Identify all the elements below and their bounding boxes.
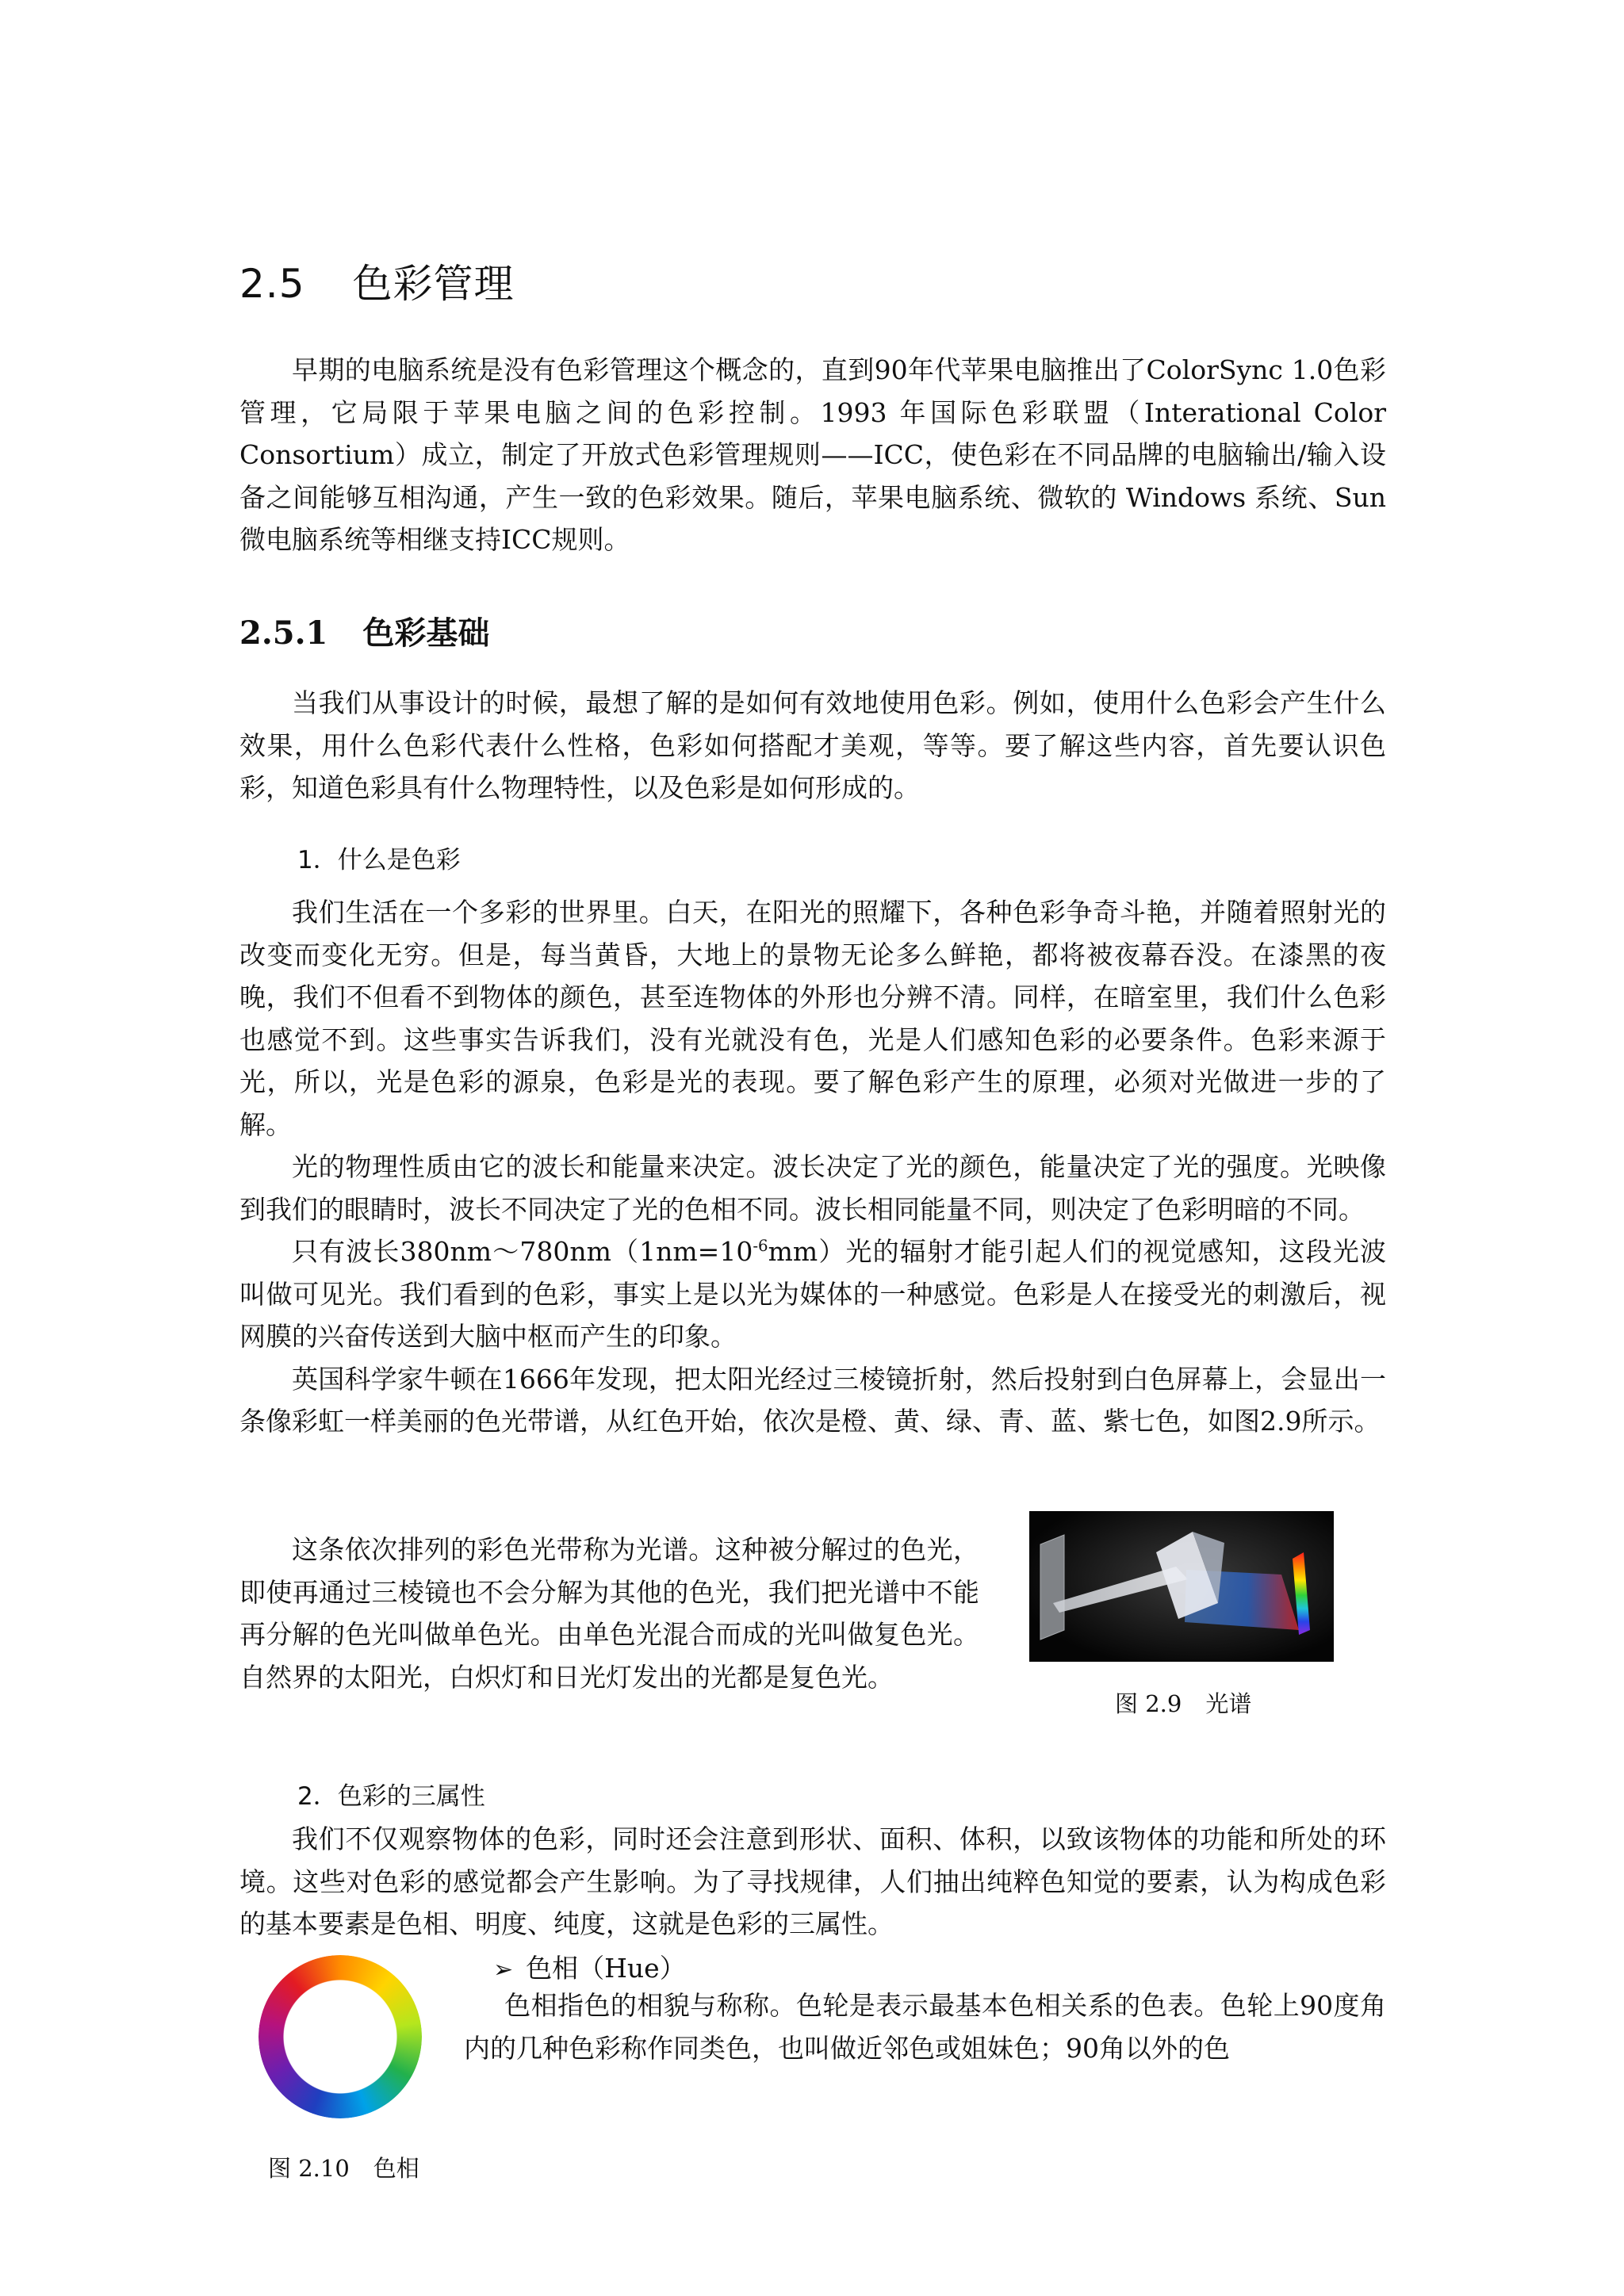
hue-bullet-label: 色相（Hue） [526, 1953, 686, 1984]
subsection-intro-paragraph: 当我们从事设计的时候，最想了解的是如何有效地使用色彩。例如，使用什么色彩会产生什么效果，用什么色彩代表什么性格，色彩如何搭配才美观，等等。要了解这些内容，首先要认识色彩，知道色彩具有什么物理特性，以及色彩是如何形成的。 [239, 687, 1386, 803]
figure-2-10-label: 图 2.10 [268, 2155, 350, 2182]
part1-paragraph-2: 光的物理性质由它的波长和能量来决定。波长决定了光的颜色，能量决定了光的强度。光映像到我们的眼睛时，波长不同决定了光的色相不同。波长相同能量不同，则决定了色彩明暗的不同。 [239, 1151, 1386, 1225]
wavelength-text-end: mm）光的辐射才能引起人们的视觉感知，这段光波叫做可见光。我们看到的色彩，事实上是以光为媒体的一种感觉。色彩是人在接受光的刺激后，视网膜的兴奋传送到大脑中枢而产生的印象。 [239, 1236, 1386, 1352]
part1-paragraph-3 [239, 1230, 1386, 1358]
subsection-heading [239, 608, 489, 653]
section-intro-paragraph: 早期的电脑系统是没有色彩管理这个概念的，直到90年代苹果电脑推出了ColorSync 1.0色彩管理，它局限于苹果电脑之间的色彩控制。1993 年国际色彩联盟（Interational Color Consortium）成立，制定了开放式色彩管理规则——ICC，使色彩在不同品牌的电脑输出/输入设备之间能够互相沟通，产生一致的色彩效果。随后，苹果电脑系统、微软的 Windows 系统、Sun微电脑系统等相继支持ICC规则。 [239, 354, 1386, 555]
hue-bullet [493, 1948, 686, 1985]
figure-2-9-title: 光谱 [1205, 1690, 1252, 1717]
part1-heading: 1．什么是色彩 [297, 846, 461, 874]
part1-paragraph-4: 英国科学家牛顿在1666年发现，把太阳光经过三棱镜折射，然后投射到白色屏幕上，会显出一条像彩虹一样美丽的色光带谱，从红色开始，依次是橙、黄、绿、青、蓝、紫七色，如图2.9所示。 [239, 1363, 1386, 1437]
figure-2-10-title: 色相 [373, 2155, 419, 2182]
figure-2-9-caption [1115, 1686, 1251, 1719]
hue-color-wheel [259, 1955, 422, 2118]
part1-paragraph-5: 这条依次排列的彩色光带称为光谱。这种被分解过的色光，即使再通过三棱镜也不会分解为其他的色光，我们把光谱中不能再分解的色光叫做单色光。由单色光混合而成的光叫做复色光。自然界的太阳光，白炽灯和日光灯发出的光都是复色光。 [239, 1534, 979, 1693]
part2-heading: 2．色彩的三属性 [297, 1782, 485, 1811]
section-number: 2.5 [239, 261, 305, 307]
wavelength-text-start: 只有波长380nm～780nm（1nm=10 [292, 1236, 753, 1267]
slit-panel [1040, 1535, 1064, 1640]
part1-body [239, 891, 1386, 1443]
exponent: -6 [753, 1237, 768, 1255]
figure-2-10-caption [268, 2151, 419, 2183]
part2-paragraph-1: 我们不仅观察物体的色彩，同时还会注意到形状、面积、体积，以致该物体的功能和所处的环境。这些对色彩的感觉都会产生影响。为了寻找规律，人们抽出纯粹色知觉的要素，认为构成色彩的基本要素是色相、明度、纯度，这就是色彩的三属性。 [239, 1823, 1386, 1939]
subsection-number: 2.5.1 [239, 614, 328, 652]
prism-spectrum-figure [1029, 1511, 1334, 1662]
subsection-title: 色彩基础 [362, 614, 490, 652]
figure-2-9-label: 图 2.9 [1115, 1690, 1182, 1717]
part1-paragraph-1: 我们生活在一个多彩的世界里。白天，在阳光的照耀下，各种色彩争奇斗艳，并随着照射光的改变而变化无穷。但是，每当黄昏，大地上的景物无论多么鲜艳，都将被夜幕吞没。在漆黑的夜晚，我们不但看不到物体的颜色，甚至连物体的外形也分辨不清。同样，在暗室里，我们什么色彩也感觉不到。这些事实告诉我们，没有光就没有色，光是人们感知色彩的必要条件。色彩来源于光，所以，光是色彩的源泉，色彩是光的表现。要了解色彩产生的原理，必须对光做进一步的了解。 [239, 897, 1386, 1140]
arrow-bullet-icon: ➢ [493, 1956, 514, 1984]
hue-paragraph: 色相指色的相貌与称称。色轮是表示最基本色相关系的色表。色轮上90度角内的几种色彩称作同类色，也叫做近邻色或姐妹色；90角以外的色 [464, 1990, 1386, 2064]
section-heading [239, 252, 515, 309]
section-title: 色彩管理 [352, 261, 515, 307]
